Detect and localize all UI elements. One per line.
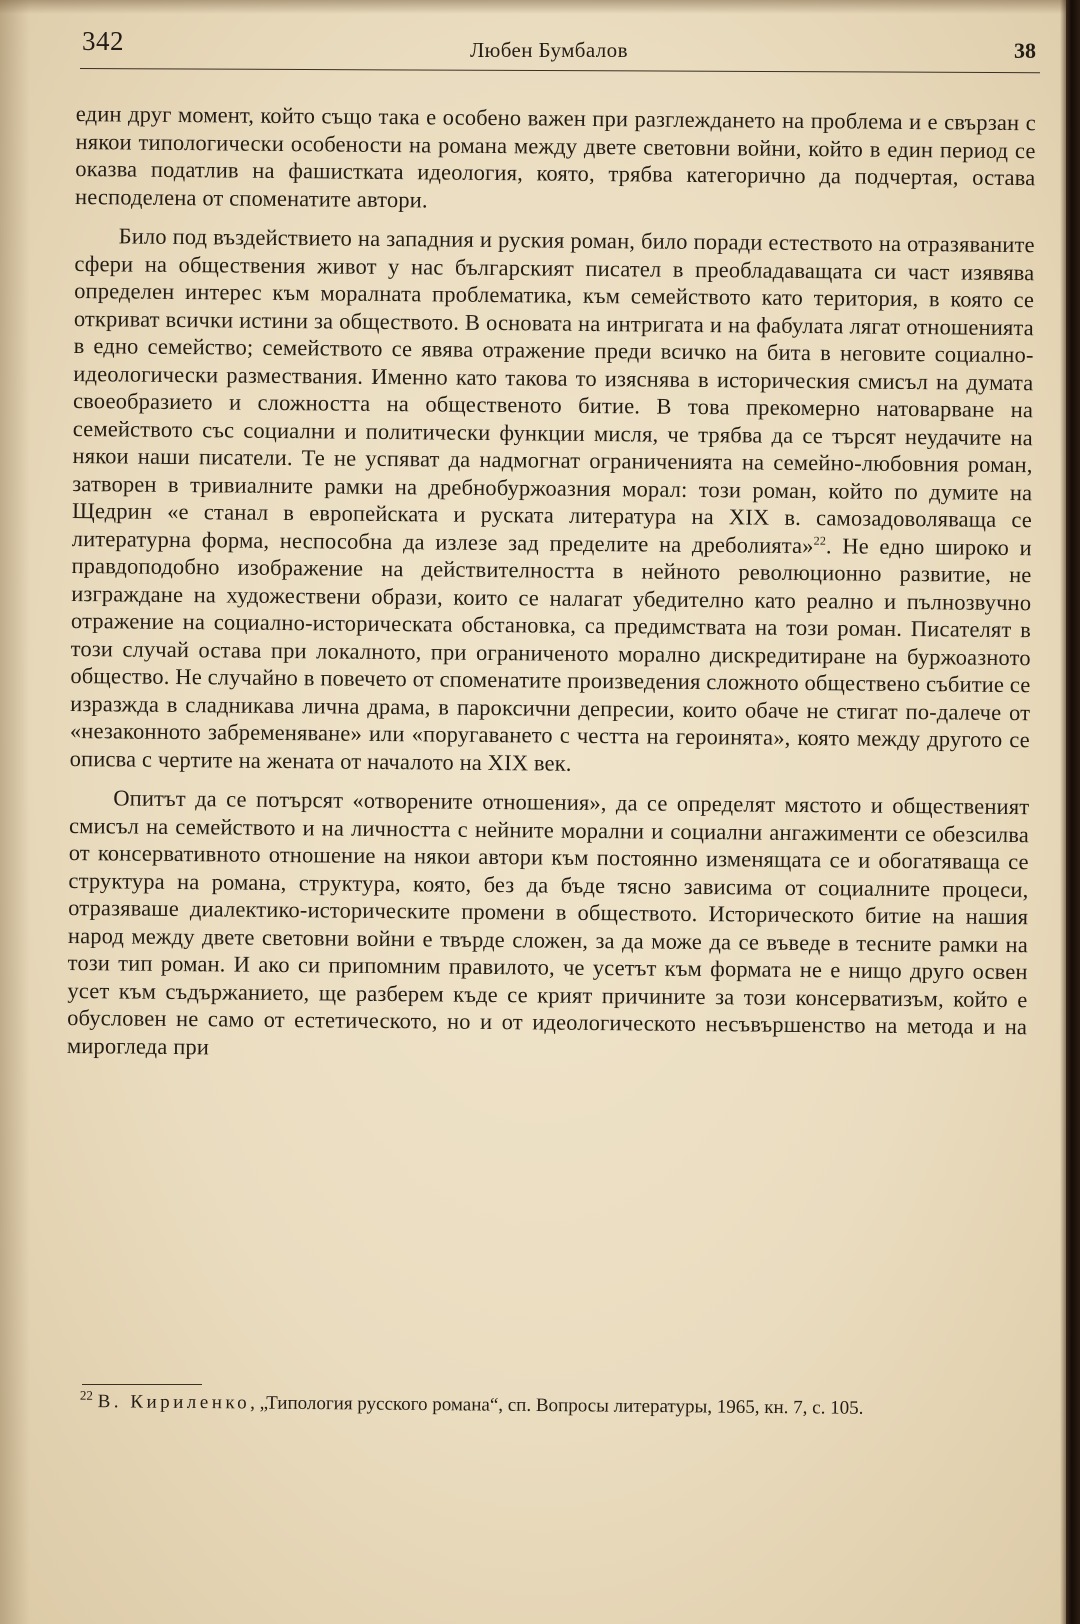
- footnote-text: , „Типология русского романа“, сп. Вопросы литературы, 1965, кн. 7, с. 105.: [250, 1392, 864, 1419]
- running-title: Любен Бумбалов: [470, 38, 628, 62]
- right-page-mark: 38: [1014, 38, 1036, 63]
- header-rule: [80, 68, 1040, 73]
- page-left-shadow: [0, 0, 30, 1624]
- paragraph-3: Опитът да се потърсят «отворените отношения», да се определят мястото и общественият смисъл на семейството и на личността с нейните морални и социални ангажименти се обезсилва от консервативното отношение на някои автори към постоянно изменящата се и обогатяваща се структура на романа, структура, която, без да бъде тясно зависима от социалните процеси, отразяваше диалектико-историческите промени в обществото. Историческото битие на нашия народ между двете световни войни е твърде сложен, за да може да се въведе в тесните рамки на този тип роман. И ако си припомним правилото, че усетът към формата не е нищо друго освен усет към съдържанието, ще разберем къде се крият причините за този консерватизъм, който е обусловен не само от естетическото, но и от идеологическото несъвършенство на метода и на мирогледа при: [66, 785, 1030, 1059]
- page-number: 342: [82, 26, 124, 56]
- paragraph-2: [70, 222, 1035, 781]
- page-header: [80, 26, 1040, 74]
- paragraph-2-part-2: . Не едно широко и правдоподобно изображение на действителността в нейното революционно развитие, не изграждане на художествени образи, които се налагат убедително като реално и пълнозвучно отражение на социално-историческата обстановка, са предимствата на този роман. Писателят в този случай остава при локалното, при ограниченото морално дискредитиране на буржоазното общество. Не случайно в повечето от споменатите произведения сложното обществено събитие се изразжда в сладникава лична драма, в пароксични депресии, които обаче не стигат по-далече от «незаконното забременяване» или «поругаването с честта на героинята», която между другото се описва с чертите на жената от началото на XIX век.: [69, 532, 1032, 776]
- paragraph-1: един друг момент, който също така е особено важен при разглеждането на проблема и е свързан с някои типологически особености на романа между двете световни войни, който в един период се оказва податлив на фашистката идеология, която, трябва категорично да подчертая, остава несподелена от споменатите автори.: [74, 100, 1036, 212]
- book-spine: [1066, 0, 1080, 1624]
- page-top-shadow: [0, 0, 1080, 14]
- footnote-author: В. Кириленко: [97, 1391, 251, 1414]
- footnote-rule: [82, 1384, 202, 1385]
- paragraph-2-part-1: Било под въздействието на западния и руския роман, било поради естеството на отразяваните сфери на обществения живот у нас българският писател в преобладаващата си част изявява определен интерес към моралната проблематика, към семейството като територия, в която се откриват всички истини за обществото. В основата на интригата и на фабулата лягат отношенията в едно семейство; семейството се явява отражение преди всичко на бита в неговите социално-идеологически размествания. Именно като такова то изяснява в историческия смисъл на думата своеобразието и сложността на общественото битие. В това прекомерно натоварване на семейството със социални и политически функции мисля, че трябва да се търсят неудачите на някои наши писатели. Те не успяват да надмогнат ограниченията на семейно-любовния роман, затворен в тривиалните рамки на дребнобуржоазния морал: този роман, който по думите на Щедрин «е станал в европейската и руската литература на XIX в. самозадоволяваща се литературна форма, неспособна да излезе зад пределите на дреболията»: [71, 223, 1035, 558]
- footnote-reference: 22: [813, 533, 827, 548]
- main-text: [67, 100, 1036, 1068]
- footnote-marker: 22: [79, 1387, 94, 1403]
- footnote: [79, 1387, 980, 1422]
